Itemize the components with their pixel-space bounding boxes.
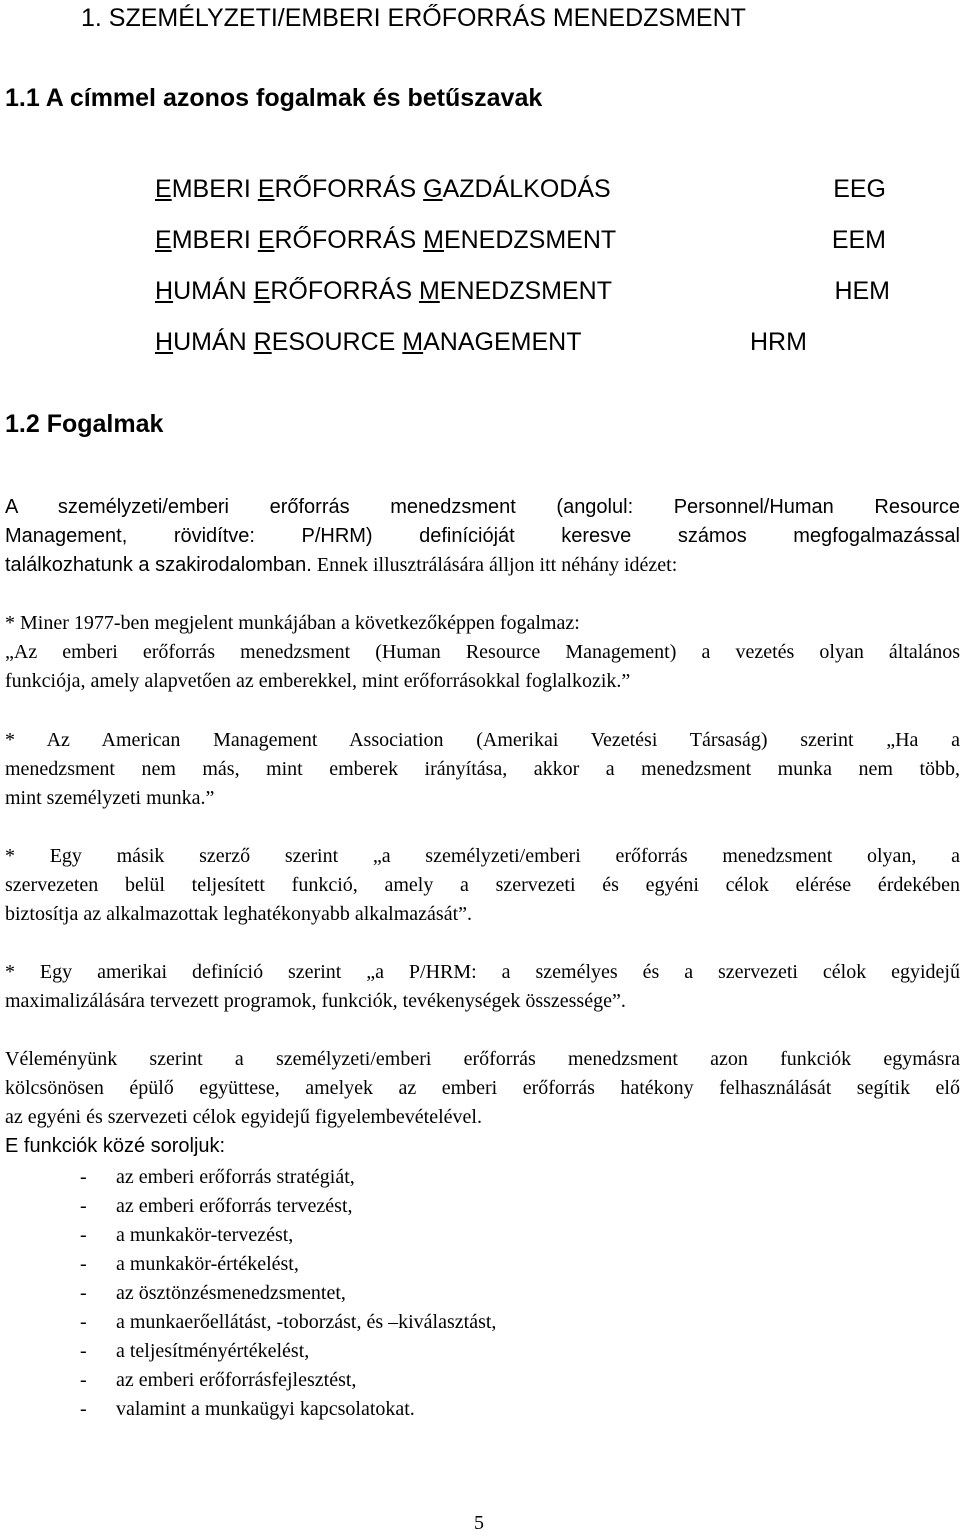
paragraph-line: az egyéni és szervezeti célok egyidejű figyelembevételével. [5,1106,482,1128]
term-initial: M [423,226,444,254]
term-initial: R [253,328,272,356]
intro-paragraph [5,493,960,580]
term-initial: E [155,226,172,254]
paragraph-line [5,551,960,580]
paragraph-line: Véleményünk szerint a személyzeti/emberi erőforrás menedzsment azon funkciók egymásra [5,1048,960,1070]
term-text: RŐFORRÁS [274,175,424,203]
term-initial: M [402,328,424,356]
section-heading-1-2: 1.2 Fogalmak [5,410,164,438]
list-item-text: az emberi erőforrás tervezést, [116,1195,353,1217]
list-item-text: az emberi erőforrásfejlesztést, [116,1369,357,1391]
quote-other-author [5,842,960,929]
paragraph-line: kölcsönösen épülő együttese, amelyek az emberi erőforrás hatékony felhasználását segítik elő [5,1077,960,1099]
term-initial: G [423,175,443,203]
term-text: RŐFORRÁS [270,277,419,305]
term-initial: E [257,226,275,254]
paragraph-line: mint személyzeti munka.” [5,787,215,809]
list-item [80,1192,496,1221]
list-marker: - [80,1282,87,1304]
paragraph-line: Management, rövidítve: P/HRM) definícióját keresve számos megfogalmazással [5,525,960,547]
paragraph-line: A személyzeti/emberi erőforrás menedzsment (angolul: Personnel/Human Resource [5,496,960,518]
quote-ama [5,726,960,813]
list-marker: - [80,1369,87,1391]
paragraph-line: szervezeten belül teljesített funkció, amely a szervezeti és egyéni célok elérése érdekében [5,874,960,896]
text-sans: találkozhatunk a szakirodalomban. [5,554,312,576]
opinion-paragraph [5,1045,960,1161]
term-abbr-3: HEM [834,277,890,305]
list-intro: E funkciók közé soroljuk: [5,1135,226,1157]
list-item-text: a munkakör-tervezést, [116,1224,294,1246]
list-item-text: a teljesítményértékelést, [116,1340,310,1362]
term-text: ENEDZSMENT [443,226,617,254]
paragraph-line: * Az American Management Association (Amerikai Vezetési Társaság) szerint „Ha a [5,729,960,751]
list-item [80,1250,496,1279]
list-marker: - [80,1224,87,1246]
paragraph-line: * Egy amerikai definíció szerint „a P/HRM: a személyes és a szervezeti célok egyidejű [5,961,960,983]
paragraph-line: * Egy másik szerző szerint „a személyzeti/emberi erőforrás menedzsment olyan, a [5,845,960,867]
term-abbr-2: EEM [831,226,886,254]
term-initial: M [418,277,440,305]
paragraph-line: maximalizálására tervezett programok, funkciók, tevékenységek összessége”. [5,990,626,1012]
term-row-2 [155,226,616,255]
quote-miner [5,609,960,696]
list-item-text: az ösztönzésmenedzsmentet, [116,1282,346,1304]
term-text: AZDÁLKODÁS [442,175,611,203]
term-abbr-4: HRM [750,328,807,356]
paragraph-line: funkciója, amely alapvetően az emberekkel, mint erőforrásokkal foglalkozik.” [5,670,631,692]
term-row-4 [155,328,581,357]
paragraph-line: menedzsment nem más, mint emberek irányítása, akkor a menedzsment munka nem több, [5,758,960,780]
list-marker: - [80,1253,87,1275]
term-abbr-1: EEG [833,175,886,203]
functions-list [80,1163,496,1424]
list-item [80,1279,496,1308]
list-item [80,1366,496,1395]
list-marker: - [80,1311,87,1333]
list-item-text: a munkakör-értékelést, [116,1253,299,1275]
term-text: ENEDZSMENT [439,277,612,305]
term-initial: E [253,277,271,305]
list-item-text: valamint a munkaügyi kapcsolatokat. [116,1398,415,1420]
term-text: UMÁN [173,277,254,305]
quote-intro: * Miner 1977-ben megjelent munkájában a következőképpen fogalmaz: [5,612,580,634]
list-item [80,1395,496,1424]
term-initial: E [155,175,172,203]
term-initial: H [155,277,174,305]
list-marker: - [80,1195,87,1217]
list-marker: - [80,1340,87,1362]
list-item [80,1308,496,1337]
section-heading-1-1: 1.1 A címmel azonos fogalmak és betűszavak [5,84,543,112]
list-item [80,1221,496,1250]
list-item [80,1163,496,1192]
term-initial: E [257,175,275,203]
term-text: MBERI [171,175,258,203]
term-initial: H [155,328,174,356]
list-item [80,1337,496,1366]
list-marker: - [80,1398,87,1420]
paragraph-line: biztosítja az alkalmazottak leghatékonyabb alkalmazását”. [5,903,473,925]
term-text: MBERI [171,226,258,254]
chapter-heading: 1. SZEMÉLYZETI/EMBERI ERŐFORRÁS MENEDZSMENT [81,4,746,32]
quote-american-definition [5,958,960,1016]
paragraph-line: „Az emberi erőforrás menedzsment (Human Resource Management) a vezetés olyan általános [5,641,960,663]
term-text: RŐFORRÁS [274,226,424,254]
term-row-1 [155,175,611,204]
list-marker: - [80,1166,87,1188]
list-item-text: a munkaerőellátást, -toborzást, és –kiválasztást, [116,1311,497,1333]
term-text: UMÁN [173,328,254,356]
page-number: 5 [474,1512,484,1534]
term-text: ESOURCE [271,328,403,356]
list-item-text: az emberi erőforrás stratégiát, [116,1166,355,1188]
term-row-3 [155,277,612,306]
text-serif: Ennek illusztrálására álljon itt néhány idézet: [311,554,678,576]
term-text: ANAGEMENT [423,328,582,356]
